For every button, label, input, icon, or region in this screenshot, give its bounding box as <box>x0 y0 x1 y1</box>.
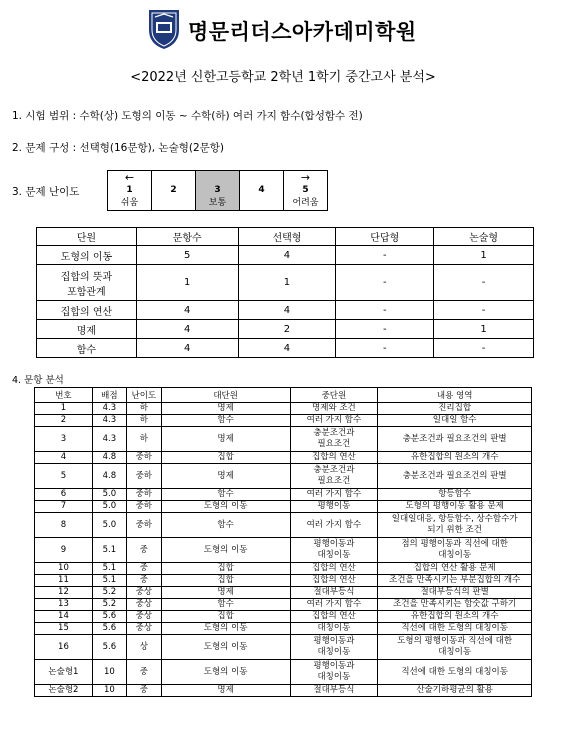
analysis-cell: 도형의 이동 <box>161 660 290 685</box>
units-cell: 함수 <box>37 339 137 358</box>
analysis-cell: 도형의 평행이동과 직선에 대한 대칭이동 <box>378 635 532 660</box>
units-cell: - <box>434 265 534 301</box>
analysis-cell: 15 <box>35 623 93 635</box>
analysis-cell: 여러 가지 함수 <box>290 415 378 427</box>
analysis-cell: 도형의 이동 <box>161 501 290 513</box>
analysis-label: 4. 문항 분석 <box>12 375 64 386</box>
analysis-cell: 충분조건과 필요조건의 판별 <box>378 427 532 452</box>
analysis-cell: 5.1 <box>92 538 126 563</box>
analysis-cell: 5.6 <box>92 623 126 635</box>
analysis-cell: 6 <box>35 489 93 501</box>
analysis-cell: 논술형2 <box>35 685 93 697</box>
analysis-cell: 중 <box>126 538 161 563</box>
academy-logo-icon <box>147 8 181 50</box>
units-row <box>37 246 534 265</box>
analysis-row <box>35 587 532 599</box>
analysis-cell: 중상 <box>126 587 161 599</box>
units-header: 단원 <box>37 228 137 246</box>
academy-name: 명문리더스아카데미학원 <box>188 20 417 44</box>
difficulty-level-3: 3 보통 <box>196 171 240 211</box>
units-header: 논술형 <box>434 228 534 246</box>
units-row <box>37 320 534 339</box>
analysis-cell: 유한집합의 원소의 개수 <box>378 452 532 464</box>
analysis-cell: 5.0 <box>92 489 126 501</box>
analysis-cell: 중 <box>126 685 161 697</box>
difficulty-level-4: 4 <box>240 171 284 211</box>
units-cell: 4 <box>136 301 238 320</box>
analysis-cell: 여러 가지 함수 <box>290 489 378 501</box>
analysis-cell: 4.8 <box>92 464 126 489</box>
analysis-cell: 5.0 <box>92 501 126 513</box>
analysis-cell: 5.1 <box>92 575 126 587</box>
analysis-cell: 중하 <box>126 501 161 513</box>
analysis-cell: 14 <box>35 611 93 623</box>
analysis-cell: 직선에 대한 도형의 대칭이동 <box>378 660 532 685</box>
analysis-cell: 하 <box>126 403 161 415</box>
analysis-cell: 5.1 <box>92 563 126 575</box>
difficulty-scale <box>107 170 328 211</box>
analysis-cell: 항등함수 <box>378 489 532 501</box>
analysis-cell: 도형의 이동 <box>161 623 290 635</box>
units-cell: - <box>336 339 434 358</box>
analysis-row <box>35 685 532 697</box>
analysis-row <box>35 599 532 611</box>
analysis-header: 배점 <box>92 388 126 403</box>
header <box>0 8 566 52</box>
units-row <box>37 301 534 320</box>
analysis-cell: 상 <box>126 635 161 660</box>
arrow-right-icon: → <box>300 171 311 184</box>
analysis-cell: 도형의 이동 <box>161 635 290 660</box>
analysis-cell: 일대일대응, 항등함수, 상수함수가 되기 위한 조건 <box>378 513 532 538</box>
units-row <box>37 339 534 358</box>
analysis-cell: 명제와 조건 <box>290 403 378 415</box>
units-cell: 5 <box>136 246 238 265</box>
analysis-cell: 중상 <box>126 623 161 635</box>
analysis-cell: 대칭이동 <box>290 623 378 635</box>
analysis-row <box>35 489 532 501</box>
analysis-cell: 7 <box>35 501 93 513</box>
analysis-cell: 중하 <box>126 513 161 538</box>
analysis-cell: 집합 <box>161 452 290 464</box>
units-cell: 4 <box>238 339 336 358</box>
analysis-cell: 충분조건과 필요조건 <box>290 464 378 489</box>
units-row <box>37 265 534 301</box>
analysis-cell: 16 <box>35 635 93 660</box>
analysis-cell: 5.2 <box>92 599 126 611</box>
analysis-cell: 평행이동 <box>290 501 378 513</box>
units-cell: - <box>336 246 434 265</box>
difficulty-level-5: → 5 어려움 <box>284 171 328 211</box>
units-cell: 집합의 연산 <box>37 301 137 320</box>
analysis-cell: 절대부등식 <box>290 685 378 697</box>
analysis-cell: 함수 <box>161 489 290 501</box>
analysis-row <box>35 501 532 513</box>
analysis-cell: 10 <box>35 563 93 575</box>
units-cell: 4 <box>136 339 238 358</box>
units-cell: 1 <box>434 246 534 265</box>
analysis-header: 대단원 <box>161 388 290 403</box>
units-cell: 명제 <box>37 320 137 339</box>
units-cell: - <box>434 301 534 320</box>
units-cell: 도형의 이동 <box>37 246 137 265</box>
difficulty-level-1: ← 1 쉬움 <box>108 171 152 211</box>
analysis-cell: 중하 <box>126 464 161 489</box>
units-cell: - <box>336 320 434 339</box>
analysis-row <box>35 464 532 489</box>
analysis-cell: 4.3 <box>92 403 126 415</box>
units-cell: 1 <box>238 265 336 301</box>
analysis-cell: 유한집합의 원소의 개수 <box>378 611 532 623</box>
analysis-cell: 9 <box>35 538 93 563</box>
analysis-cell: 5.6 <box>92 611 126 623</box>
analysis-cell: 중상 <box>126 599 161 611</box>
units-header: 문항수 <box>136 228 238 246</box>
analysis-cell: 평행이동과 대칭이동 <box>290 538 378 563</box>
analysis-header: 번호 <box>35 388 93 403</box>
analysis-cell: 5.6 <box>92 635 126 660</box>
page-title: <2022년 신한고등학교 2학년 1학기 중간고사 분석> <box>130 70 436 85</box>
analysis-cell: 4.8 <box>92 452 126 464</box>
analysis-cell: 중 <box>126 563 161 575</box>
units-cell: 집합의 뜻과 포함관계 <box>37 265 137 301</box>
analysis-cell: 집합의 연산 활용 문제 <box>378 563 532 575</box>
analysis-row <box>35 538 532 563</box>
analysis-cell: 함수 <box>161 513 290 538</box>
analysis-cell: 집합 <box>161 563 290 575</box>
units-header: 단답형 <box>336 228 434 246</box>
analysis-row <box>35 611 532 623</box>
analysis-cell: 명제 <box>161 464 290 489</box>
analysis-cell: 중 <box>126 575 161 587</box>
arrow-left-icon: ← <box>124 171 135 184</box>
analysis-cell: 5.2 <box>92 587 126 599</box>
analysis-cell: 논술형1 <box>35 660 93 685</box>
analysis-cell: 2 <box>35 415 93 427</box>
analysis-row <box>35 452 532 464</box>
analysis-cell: 4.3 <box>92 415 126 427</box>
analysis-cell: 중하 <box>126 452 161 464</box>
analysis-cell: 충분조건과 필요조건 <box>290 427 378 452</box>
units-cell: - <box>434 339 534 358</box>
analysis-cell: 명제 <box>161 403 290 415</box>
analysis-cell: 10 <box>92 685 126 697</box>
analysis-cell: 8 <box>35 513 93 538</box>
units-header: 선택형 <box>238 228 336 246</box>
analysis-row <box>35 403 532 415</box>
units-cell: 1 <box>136 265 238 301</box>
analysis-cell: 5 <box>35 464 93 489</box>
analysis-cell: 명제 <box>161 685 290 697</box>
analysis-cell: 중 <box>126 660 161 685</box>
analysis-row <box>35 660 532 685</box>
analysis-cell: 집합 <box>161 575 290 587</box>
units-cell: 4 <box>238 301 336 320</box>
analysis-header: 내용 영역 <box>378 388 532 403</box>
analysis-cell: 도형의 평행이동 활용 문제 <box>378 501 532 513</box>
analysis-row <box>35 563 532 575</box>
analysis-cell: 함수 <box>161 415 290 427</box>
analysis-cell: 조건을 만족시키는 함숫값 구하기 <box>378 599 532 611</box>
analysis-cell: 여러 가지 함수 <box>290 513 378 538</box>
analysis-cell: 집합의 연산 <box>290 575 378 587</box>
question-composition: 2. 문제 구성 : 선택형(16문항), 논술형(2문항) <box>12 142 225 154</box>
units-cell: - <box>336 265 434 301</box>
analysis-cell: 하 <box>126 415 161 427</box>
analysis-row <box>35 427 532 452</box>
analysis-cell: 절대부등식 <box>290 587 378 599</box>
units-cell: 1 <box>434 320 534 339</box>
units-cell: 4 <box>238 246 336 265</box>
analysis-header: 중단원 <box>290 388 378 403</box>
analysis-cell: 평행이동과 대칭이동 <box>290 660 378 685</box>
analysis-cell: 하 <box>126 427 161 452</box>
analysis-cell: 12 <box>35 587 93 599</box>
analysis-cell: 일대일 함수 <box>378 415 532 427</box>
analysis-cell: 명제 <box>161 587 290 599</box>
analysis-cell: 평행이동과 대칭이동 <box>290 635 378 660</box>
analysis-cell: 산술기하평균의 활용 <box>378 685 532 697</box>
analysis-cell: 5.0 <box>92 513 126 538</box>
analysis-cell: 함수 <box>161 599 290 611</box>
analysis-row <box>35 513 532 538</box>
exam-scope: 1. 시험 범위 : 수학(상) 도형의 이동 ~ 수학(하) 여러 가지 함수(합성함수 전) <box>12 110 363 122</box>
analysis-cell: 조건을 만족시키는 부분집합의 개수 <box>378 575 532 587</box>
analysis-cell: 도형의 이동 <box>161 538 290 563</box>
analysis-cell: 10 <box>92 660 126 685</box>
analysis-cell: 명제 <box>161 427 290 452</box>
analysis-cell: 3 <box>35 427 93 452</box>
analysis-cell: 절대부등식의 판별 <box>378 587 532 599</box>
analysis-cell: 집합의 연산 <box>290 611 378 623</box>
analysis-cell: 11 <box>35 575 93 587</box>
analysis-cell: 점의 평행이동과 직선에 대한 대칭이동 <box>378 538 532 563</box>
analysis-cell: 4.3 <box>92 427 126 452</box>
analysis-header: 난이도 <box>126 388 161 403</box>
analysis-table <box>34 387 532 697</box>
analysis-cell: 1 <box>35 403 93 415</box>
analysis-cell: 4 <box>35 452 93 464</box>
analysis-cell: 집합의 연산 <box>290 452 378 464</box>
analysis-cell: 집합 <box>161 611 290 623</box>
analysis-cell: 직선에 대한 도형의 대칭이동 <box>378 623 532 635</box>
difficulty-label: 3. 문제 난이도 <box>12 186 80 198</box>
analysis-row <box>35 623 532 635</box>
analysis-cell: 중상 <box>126 611 161 623</box>
units-cell: 2 <box>238 320 336 339</box>
analysis-cell: 여러 가지 함수 <box>290 599 378 611</box>
analysis-row <box>35 415 532 427</box>
units-cell: - <box>336 301 434 320</box>
analysis-row <box>35 575 532 587</box>
analysis-row <box>35 635 532 660</box>
analysis-cell: 중하 <box>126 489 161 501</box>
analysis-cell: 집합의 연산 <box>290 563 378 575</box>
analysis-cell: 13 <box>35 599 93 611</box>
difficulty-level-2: 2 <box>152 171 196 211</box>
units-cell: 4 <box>136 320 238 339</box>
analysis-cell: 진리집합 <box>378 403 532 415</box>
analysis-cell: 충분조건과 필요조건의 판별 <box>378 464 532 489</box>
units-table <box>36 227 534 358</box>
